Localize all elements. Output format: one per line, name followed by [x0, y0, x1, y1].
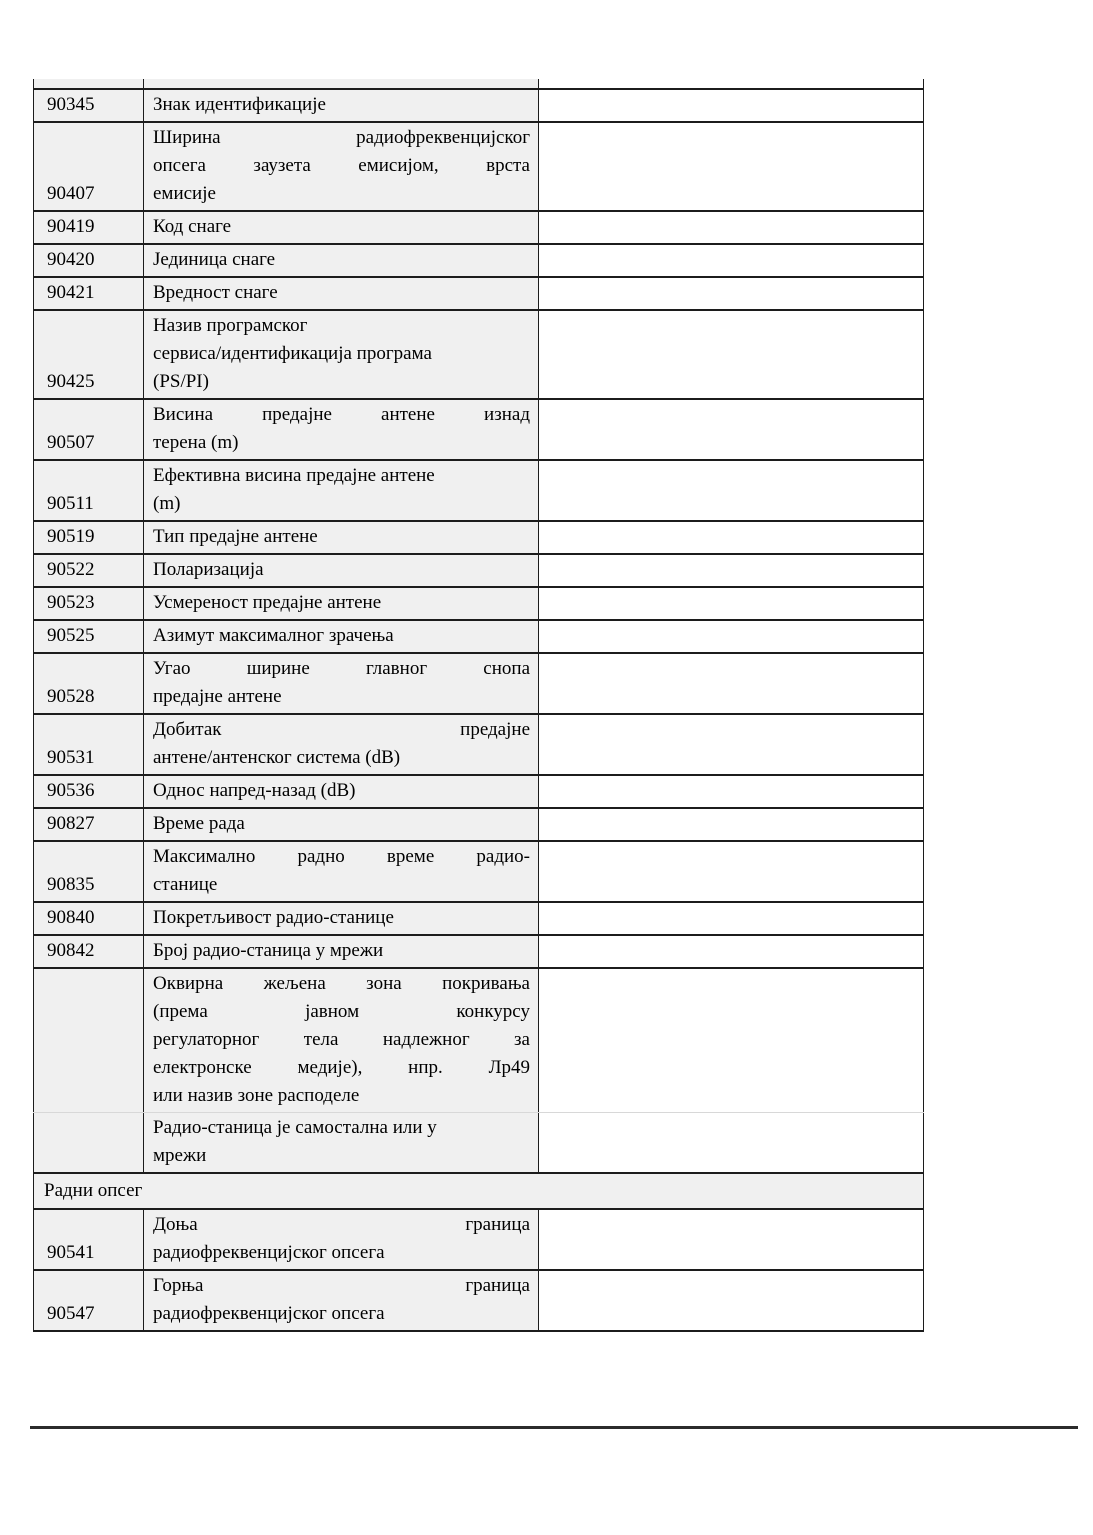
- table-row: [34, 841, 924, 902]
- label-line: Ширина радиофреквенцијског: [153, 127, 530, 148]
- row-label-cell: [144, 620, 539, 653]
- row-value-cell: [539, 935, 924, 968]
- section-label: Радни опсег: [34, 1173, 924, 1209]
- label-line: регулаторног тела надлежног за: [153, 1029, 530, 1050]
- table-row: [34, 122, 924, 211]
- row-value-cell: [539, 653, 924, 714]
- label-line: станице: [153, 874, 218, 895]
- label-line: предајне антене: [153, 686, 282, 707]
- label-line: Доња граница: [153, 1214, 530, 1235]
- footer-horizontal-rule: [30, 1426, 1078, 1429]
- label-line: (према јавном конкурсу: [153, 1001, 530, 1022]
- label-line: електронске медије), нпр. Лр49: [153, 1057, 530, 1078]
- row-value-cell: [539, 902, 924, 935]
- cut-off-row-sliver: [34, 79, 924, 89]
- label-line: Радио-станица је самостална или у: [153, 1117, 437, 1138]
- row-code-cell: 90425: [34, 310, 144, 399]
- label-line: Азимут максималног зрачења: [153, 625, 394, 646]
- table-row: [34, 399, 924, 460]
- row-code-cell: 90511: [34, 460, 144, 521]
- label-line: Усмереност предајне антене: [153, 592, 382, 613]
- label-line: (PS/PI): [153, 371, 209, 392]
- section-row: [34, 1173, 924, 1209]
- table-row: [34, 1270, 924, 1331]
- table-row: [34, 1209, 924, 1270]
- table-row: [34, 808, 924, 841]
- row-label-cell: [144, 653, 539, 714]
- row-label-cell: [144, 244, 539, 277]
- label-line: Висина предајне антене изнад: [153, 404, 530, 425]
- label-line: Јединица снаге: [153, 249, 276, 270]
- row-label-cell: [144, 1270, 539, 1331]
- row-label-cell: [144, 775, 539, 808]
- row-code-cell: 90420: [34, 244, 144, 277]
- row-code-cell: [34, 1113, 144, 1174]
- row-label-cell: [144, 808, 539, 841]
- row-code-cell: 90842: [34, 935, 144, 968]
- row-label-cell: [144, 1113, 539, 1174]
- row-code-cell: 90519: [34, 521, 144, 554]
- row-label-cell: [144, 277, 539, 310]
- row-label-cell: [144, 1209, 539, 1270]
- row-code-cell: 90536: [34, 775, 144, 808]
- row-value-cell: [539, 211, 924, 244]
- label-line: терена (m): [153, 432, 239, 453]
- row-code-cell: 90827: [34, 808, 144, 841]
- row-label-cell: [144, 968, 539, 1113]
- label-line: (m): [153, 493, 181, 514]
- row-code-cell: 90407: [34, 122, 144, 211]
- label-line: Покретљивост радио-станице: [153, 907, 394, 928]
- table-row: [34, 277, 924, 310]
- row-label-cell: [144, 714, 539, 775]
- row-code-cell: 90421: [34, 277, 144, 310]
- table-row: [34, 211, 924, 244]
- label-line: опсега заузета емисијом, врста: [153, 155, 530, 176]
- row-code-cell: 90531: [34, 714, 144, 775]
- table-body: [34, 79, 924, 1331]
- label-line: емисије: [153, 183, 216, 204]
- label-line: мрежи: [153, 1145, 207, 1166]
- row-value-cell: [539, 968, 924, 1113]
- label-line: Назив програмског: [153, 315, 308, 336]
- row-label-cell: [144, 841, 539, 902]
- table-row: [34, 620, 924, 653]
- row-label-cell: [144, 122, 539, 211]
- label-line: Добитак предајне: [153, 719, 530, 740]
- license-parameters-table: [33, 79, 924, 1332]
- row-value-cell: [539, 620, 924, 653]
- row-value-cell: [539, 587, 924, 620]
- label-line: Време рада: [153, 813, 245, 834]
- row-value-cell: [539, 775, 924, 808]
- row-label-cell: [144, 460, 539, 521]
- table-row: [34, 554, 924, 587]
- label-line: Оквирна жељена зона покривања: [153, 973, 530, 994]
- row-code-cell: 90523: [34, 587, 144, 620]
- sliver-code-cell: [34, 79, 144, 89]
- table-row: [34, 968, 924, 1113]
- sliver-value-cell: [539, 79, 924, 89]
- row-value-cell: [539, 808, 924, 841]
- row-value-cell: [539, 399, 924, 460]
- table-row: [34, 935, 924, 968]
- label-line: антене/антенског система (dB): [153, 747, 401, 768]
- row-value-cell: [539, 89, 924, 122]
- row-value-cell: [539, 554, 924, 587]
- table-row: [34, 310, 924, 399]
- table-row: [34, 244, 924, 277]
- row-value-cell: [539, 841, 924, 902]
- table-row: [34, 902, 924, 935]
- row-label-cell: [144, 521, 539, 554]
- row-value-cell: [539, 1209, 924, 1270]
- table-row: [34, 775, 924, 808]
- table-row: [34, 89, 924, 122]
- row-label-cell: [144, 211, 539, 244]
- table-row: [34, 460, 924, 521]
- row-code-cell: 90525: [34, 620, 144, 653]
- label-line: Вредност снаге: [153, 282, 278, 303]
- label-line: Знак идентификације: [153, 94, 326, 115]
- label-line: сервиса/идентификација програма: [153, 343, 432, 364]
- table-row: [34, 521, 924, 554]
- row-value-cell: [539, 714, 924, 775]
- table-row: [34, 1113, 924, 1174]
- row-value-cell: [539, 310, 924, 399]
- row-value-cell: [539, 1113, 924, 1174]
- row-value-cell: [539, 1270, 924, 1331]
- label-line: Горња граница: [153, 1275, 530, 1296]
- row-value-cell: [539, 122, 924, 211]
- label-line: Однос напред-назад (dB): [153, 780, 356, 801]
- row-label-cell: [144, 902, 539, 935]
- row-code-cell: [34, 968, 144, 1113]
- row-code-cell: 90507: [34, 399, 144, 460]
- label-line: Број радио-станица у мрежи: [153, 940, 384, 961]
- row-code-cell: 90522: [34, 554, 144, 587]
- row-value-cell: [539, 277, 924, 310]
- label-line: Угао ширине главног снопа: [153, 658, 530, 679]
- label-line: Код снаге: [153, 216, 232, 237]
- table-row: [34, 587, 924, 620]
- table-row: [34, 714, 924, 775]
- label-line: Максимално радно време радио-: [153, 846, 530, 867]
- row-value-cell: [539, 244, 924, 277]
- row-label-cell: [144, 935, 539, 968]
- row-code-cell: 90835: [34, 841, 144, 902]
- row-code-cell: 90541: [34, 1209, 144, 1270]
- label-line: Поларизација: [153, 559, 264, 580]
- row-code-cell: 90345: [34, 89, 144, 122]
- row-label-cell: [144, 399, 539, 460]
- label-line: или назив зоне расподеле: [153, 1085, 360, 1106]
- row-label-cell: [144, 310, 539, 399]
- row-value-cell: [539, 521, 924, 554]
- sliver-label-cell: [144, 79, 539, 89]
- row-code-cell: 90419: [34, 211, 144, 244]
- row-label-cell: [144, 554, 539, 587]
- label-line: радиофреквенцијског опсега: [153, 1242, 385, 1263]
- table-row: [34, 653, 924, 714]
- row-label-cell: [144, 89, 539, 122]
- row-value-cell: [539, 460, 924, 521]
- label-line: радиофреквенцијског опсега: [153, 1303, 385, 1324]
- row-code-cell: 90547: [34, 1270, 144, 1331]
- row-code-cell: 90840: [34, 902, 144, 935]
- row-code-cell: 90528: [34, 653, 144, 714]
- label-line: Ефективна висина предајне антене: [153, 465, 435, 486]
- label-line: Тип предајне антене: [153, 526, 318, 547]
- row-label-cell: [144, 587, 539, 620]
